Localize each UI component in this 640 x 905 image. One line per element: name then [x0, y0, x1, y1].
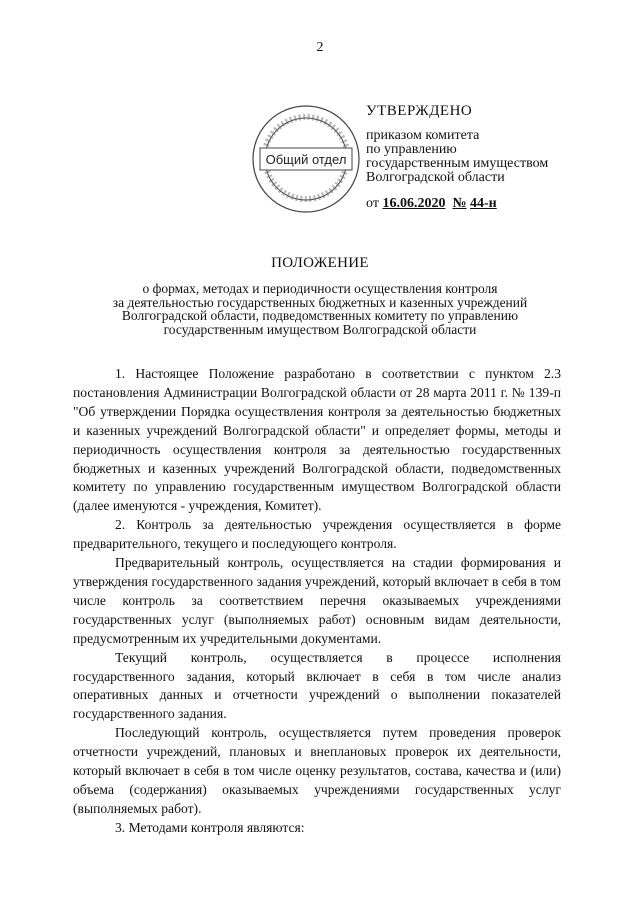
order-line: по управлению	[366, 142, 457, 157]
order-line: Волгоградской области	[366, 170, 505, 185]
paragraph: Предварительный контроль, осуществляется на стадии формирования и утверждения государственного задания учреждений, который включает в себя в том числе контроль за соответствием перечня оказываемых учреждениями государственных услуг (выполняемых работ) основным видам деятельности, предусмотренным их учредительными документами.	[73, 555, 561, 646]
stamp-text: Общий отдел	[265, 152, 347, 167]
subtitle-line: о формах, методах и периодичности осуществления контроля	[142, 281, 498, 296]
paragraph: 3. Методами контроля являются:	[115, 819, 305, 835]
order-line: приказом комитета	[366, 128, 480, 143]
number-prefix: №	[452, 196, 467, 211]
date-prefix: от	[366, 196, 379, 211]
page-number: 2	[316, 40, 324, 55]
order-date: 16.06.2020	[382, 196, 446, 211]
subtitle-line: за деятельностью государственных бюджетных и казенных учреждений	[112, 294, 528, 310]
approval-block	[366, 104, 626, 211]
approved-heading: УТВЕРЖДЕНО	[366, 103, 473, 119]
stamp-seal	[250, 103, 362, 215]
paragraph: Последующий контроль, осуществляется путем проведения проверок отчетности учреждений, плановых и внеплановых проверок их деятельности, который включает в себя в том числе оценку результатов, состава, качества и (или) объема (содержания) оказываемых учреждениями государственных услуг (выполняемых работ).	[73, 725, 561, 816]
document-title: ПОЛОЖЕНИЕ	[271, 255, 369, 271]
paragraph: Текущий контроль, осуществляется в процессе исполнения государственного задания, который включает в себя в том числе анализ оперативных данных и отчетности учреждений о выполнении показателей государственного задания.	[73, 649, 561, 722]
order-line: государственным имуществом	[366, 156, 549, 171]
order-number: 44-н	[470, 196, 497, 211]
subtitle-line: Волгоградской области, подведомственных комитету по управлению	[121, 308, 519, 323]
document-body	[73, 365, 561, 838]
subtitle-line: государственным имуществом Волгоградской области	[163, 321, 477, 337]
document-subtitle	[60, 282, 580, 336]
order-date-line	[366, 197, 626, 211]
paragraph: 2. Контроль за деятельностью учреждения осуществляется в форме предварительного, текущего и последующего контроля.	[73, 517, 561, 552]
paragraph: 1. Настоящее Положение разработано в соответствии с пунктом 2.3 постановления Администрации Волгоградской области от 28 марта 2011 г. № 139-п "Об утверждении Порядка осуществления контроля за деятельностью бюджетных и казенных учреждений Волгоградской области" и определяет формы, методы и периодичность осуществления контроля за деятельностью государственных бюджетных и казенных учреждений Волгоградской области, подведомственных комитету по управлению государственным имуществом Волгоградской области (далее именуются - учреждения, Комитет).	[73, 366, 561, 514]
